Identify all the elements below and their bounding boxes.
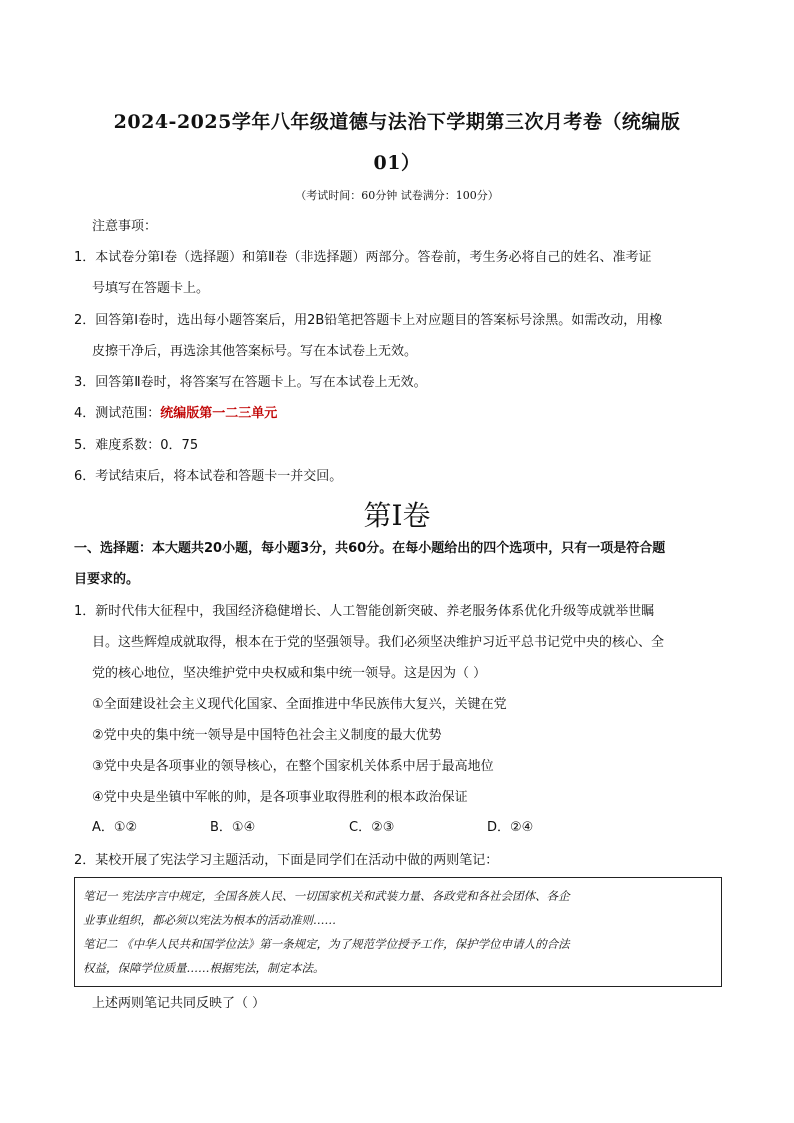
test-scope: 统编版第一二三单元 [160,406,278,421]
notice-item-4-prefix: 4．测试范围： [74,406,161,421]
q1-option-a: A．①② [92,820,138,835]
q2-note2-line1: 笔记二 《中华人民共和国学位法》第一条规定，为了规范学位授予工作，保护学位申请人的合法 [83,937,570,951]
notice-item-2b: 皮擦干净后，再选涂其他答案标号。写在本试卷上无效。 [92,344,418,359]
notice-item-4 [74,404,277,424]
q1-statement-3: ③党中央是各项事业的领导核心，在整个国家机关体系中居于最高地位 [92,759,494,774]
notice-item-6: 6．考试结束后，将本试卷和答题卡一并交回。 [74,469,343,484]
q2-stem: 2．某校开展了宪法学习主题活动，下面是同学们在活动中做的两则笔记： [74,853,499,868]
q1-stem-line1: 1．新时代伟大征程中，我国经济稳健增长、人工智能创新突破、养老服务体系优化升级等成就举世瞩 [74,604,655,619]
q2-note1-line1: 笔记一 宪法序言中规定，全国各族人民、一切国家机关和武装力量、各政党和各社会团体、各企 [83,889,570,903]
q1-stem-line2: 目。这些辉煌成就取得，根本在于党的坚强领导。我们必须坚决维护习近平总书记党中央的核心、全 [92,635,665,650]
q1-stem-line3: 党的核心地位，坚决维护党中央权威和集中统一领导。这是因为（ ） [92,666,487,681]
section-instructions-b: 目要求的。 [74,572,140,587]
q2-note2-line2: 权益，保障学位质量……根据宪法，制定本法。 [83,961,325,975]
notice-item-5: 5．难度系数：0．75 [74,438,199,453]
q1-option-c: C．②③ [349,820,395,835]
q1-statement-1: ①全面建设社会主义现代化国家、全面推进中华民族伟大复兴，关键在党 [92,697,507,712]
notice-heading: 注意事项： [92,219,158,234]
q1-statement-2: ②党中央的集中统一领导是中国特色社会主义制度的最大优势 [92,728,442,743]
section-instructions-a: 一、选择题：本大题共20小题，每小题3分，共60分。在每小题给出的四个选项中，只有一项是符合题 [74,541,666,556]
notice-item-2a: 2．回答第Ⅰ卷时，选出每小题答案后，用2B铅笔把答题卡上对应题目的答案标号涂黑。如需改动，用橡 [74,313,663,328]
q1-statement-4: ④党中央是坐镇中军帐的帅，是各项事业取得胜利的根本政治保证 [92,790,468,805]
q1-option-b: B．①④ [210,820,256,835]
q2-question: 上述两则笔记共同反映了（ ） [92,996,266,1011]
notice-item-1a: 1．本试卷分第Ⅰ卷（选择题）和第Ⅱ卷（非选择题）两部分。答卷前，考生务必将自己的姓名、准考证 [74,250,652,265]
exam-title-line2: 01） [373,152,421,174]
q2-note1-line2: 业事业组织，都必须以宪法为根本的活动准则…… [83,913,336,927]
section-title: 第Ⅰ卷 [363,499,431,532]
q2-notes-box [74,877,722,987]
exam-title-line1: 2024-2025学年八年级道德与法治下学期第三次月考卷（统编版 [113,111,681,133]
notice-item-1b: 号填写在答题卡上。 [92,281,210,296]
exam-meta: （考试时间：60分钟 试卷满分：100分） [295,189,499,202]
notice-item-3: 3．回答第Ⅱ卷时，将答案写在答题卡上。写在本试卷上无效。 [74,375,427,390]
q1-option-d: D．②④ [487,820,534,835]
